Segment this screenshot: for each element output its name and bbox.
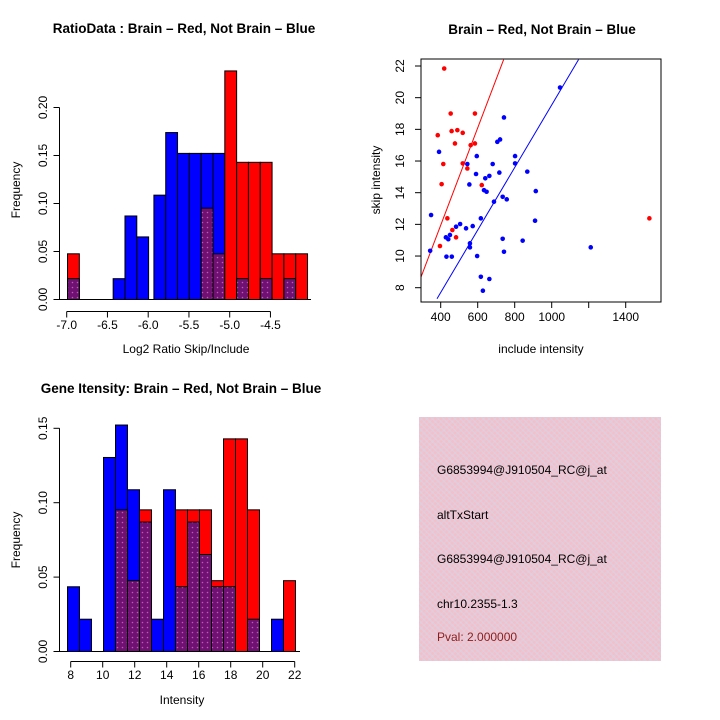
histogram-bar-blue — [80, 619, 92, 651]
x-tick-label: 20 — [256, 668, 270, 682]
histogram-bar-overlap — [201, 208, 213, 299]
x-tick-label: -6.5 — [97, 318, 118, 332]
data-point-blue — [520, 238, 525, 243]
panel-gene-histogram — [0, 360, 360, 720]
panel-info — [360, 360, 720, 720]
y-tick-label: 0.05 — [36, 565, 50, 589]
x-axis-label: include intensity — [498, 342, 584, 356]
data-point-blue — [446, 237, 451, 242]
histogram-bar-overlap — [213, 254, 225, 300]
data-point-blue — [513, 161, 518, 166]
fit-lines — [420, 60, 579, 299]
data-point-blue — [474, 172, 479, 177]
chart-title: RatioData : Brain – Red, Not Brain – Blue — [52, 21, 316, 36]
data-point-blue — [444, 254, 449, 259]
histogram-bar-red — [284, 581, 296, 652]
data-point-blue — [533, 189, 538, 194]
data-point-blue — [479, 274, 484, 279]
probe-id-line: G6853994@J910504_RC@j_at — [437, 463, 607, 477]
data-point-red — [448, 111, 453, 116]
histogram-bar-blue — [125, 216, 137, 300]
histogram-bar-blue — [104, 457, 116, 651]
histogram-bar-overlap — [248, 619, 260, 651]
histogram-bar-blue — [154, 195, 166, 299]
data-point-red — [445, 216, 450, 221]
data-point-blue — [454, 224, 459, 229]
histogram-bar-blue — [189, 153, 201, 299]
data-point-red — [454, 235, 459, 240]
histogram-bar-overlap — [212, 587, 224, 652]
y-tick-label: 0.10 — [36, 491, 50, 515]
data-point-blue — [513, 154, 518, 159]
data-point-blue — [504, 197, 509, 202]
data-point-blue — [487, 277, 492, 282]
panel-scatter-plot — [360, 0, 720, 360]
y-axis-label: Frequency — [9, 511, 23, 569]
data-point-blue — [428, 249, 433, 254]
x-tick-label: 22 — [288, 668, 302, 682]
y-tick-label: 18 — [393, 122, 407, 137]
histogram-bar-red — [236, 439, 248, 652]
chart-title: Brain – Red, Not Brain – Blue — [448, 22, 636, 37]
y-tick-label: 10 — [393, 249, 407, 263]
data-point-blue — [498, 137, 503, 142]
data-point-red — [473, 141, 478, 146]
data-point-blue — [502, 249, 507, 254]
data-point-blue — [474, 154, 479, 159]
histogram-bar-red — [272, 254, 284, 300]
y-tick-label: 0.05 — [36, 239, 50, 264]
data-point-blue — [483, 176, 488, 181]
x-tick-label: -5.0 — [219, 318, 241, 332]
x-tick-label: 8 — [67, 668, 75, 682]
x-tick-label: -7.0 — [56, 318, 78, 332]
data-point-red — [460, 161, 465, 166]
data-point-red — [455, 128, 460, 133]
locus-line: chr10.2355-1.3 — [437, 597, 518, 611]
chart-title: Gene Itensity: Brain – Red, Not Brain – Blue — [40, 381, 322, 396]
histogram-bar-overlap — [176, 587, 188, 652]
data-point-red — [647, 216, 652, 221]
data-point-blue — [525, 169, 530, 174]
data-point-blue — [497, 170, 502, 175]
data-point-red — [435, 133, 440, 138]
data-point-blue — [465, 162, 470, 167]
y-tick-label: 22 — [393, 59, 407, 73]
x-tick-label: 14 — [160, 668, 174, 682]
histogram-bar-overlap — [140, 522, 152, 651]
y-axis-label: Frequency — [9, 161, 23, 219]
x-tick-label: 800 — [504, 310, 525, 324]
x-tick-label: -4.5 — [260, 318, 281, 332]
histogram-bar-overlap — [128, 581, 140, 652]
data-point-blue — [467, 182, 472, 187]
y-tick-label: 0.15 — [36, 416, 50, 440]
histogram-bar-overlap — [284, 279, 296, 300]
histogram-bar-overlap — [188, 522, 200, 651]
histogram-bar-red — [296, 254, 308, 300]
histogram-bar-overlap — [237, 279, 249, 300]
data-point-blue — [588, 245, 593, 250]
y-tick-label: 16 — [393, 154, 407, 168]
histogram-bar-blue — [272, 619, 284, 651]
histogram-bar-blue — [152, 619, 164, 651]
y-tick-label: 0.10 — [36, 191, 50, 216]
histogram-bar-blue — [164, 490, 176, 652]
data-point-blue — [558, 85, 563, 90]
y-tick-label: 0.00 — [36, 287, 50, 312]
x-tick-label: 12 — [128, 668, 142, 682]
x-axis-label: Log2 Ratio Skip/Include — [122, 342, 250, 356]
pval-text: Pval: 2.000000 — [437, 630, 518, 644]
data-point-blue — [468, 241, 473, 246]
data-point-red — [449, 129, 454, 134]
data-point-blue — [479, 216, 484, 221]
data-point-red — [479, 183, 484, 188]
data-point-red — [450, 228, 455, 233]
data-point-red — [465, 166, 470, 171]
x-tick-label: 18 — [224, 668, 238, 682]
data-point-blue — [450, 254, 455, 259]
y-tick-label: 0.20 — [36, 95, 50, 120]
regression-line-red — [420, 60, 504, 280]
event-type-line: altTxStart — [437, 508, 489, 522]
y-tick-label: 20 — [393, 91, 407, 105]
y-axis-label: skip intensity — [369, 145, 383, 215]
data-point-blue — [502, 115, 507, 120]
histogram-bar-overlap — [260, 279, 272, 300]
data-point-red — [438, 244, 443, 249]
x-tick-label: 1400 — [612, 310, 640, 324]
y-tick-label: 12 — [393, 217, 407, 232]
histogram-bar-red — [248, 162, 260, 299]
y-tick-label: 8 — [393, 284, 407, 292]
data-point-red — [473, 111, 478, 116]
gene-info-box — [419, 417, 661, 661]
x-tick-label: 400 — [430, 310, 451, 324]
data-point-blue — [470, 224, 475, 229]
histogram-bar-overlap — [224, 587, 236, 652]
histogram-bar-blue — [113, 279, 125, 300]
data-point-blue — [481, 288, 486, 293]
x-tick-label: -6.0 — [137, 318, 159, 332]
data-point-blue — [484, 189, 489, 194]
data-point-red — [460, 131, 465, 136]
data-point-blue — [475, 254, 480, 259]
data-point-blue — [490, 162, 495, 167]
histogram-bar-blue — [166, 133, 178, 300]
data-point-blue — [437, 150, 442, 155]
data-point-red — [453, 141, 458, 146]
histogram-bar-blue — [178, 153, 190, 299]
data-point-blue — [458, 222, 463, 227]
x-axis-label: Intensity — [159, 693, 205, 707]
data-point-blue — [487, 174, 492, 179]
data-point-blue — [429, 213, 434, 218]
y-tick-label: 0.15 — [36, 143, 50, 168]
histogram-bar-blue — [137, 237, 149, 300]
panel-ratio-histogram — [0, 0, 360, 360]
data-point-blue — [500, 236, 505, 241]
data-point-blue — [464, 226, 469, 231]
data-point-red — [439, 182, 444, 187]
data-point-blue — [448, 233, 453, 238]
probe-id-line: G6853994@J910504_RC@j_at — [437, 552, 607, 566]
x-tick-label: 10 — [96, 668, 110, 682]
data-point-blue — [500, 195, 505, 200]
histogram-bar-overlap — [116, 510, 128, 652]
y-tick-label: 0.00 — [36, 639, 50, 664]
x-tick-label: 600 — [467, 310, 488, 324]
data-point-red — [468, 143, 473, 148]
data-point-blue — [468, 245, 473, 250]
x-tick-label: -5.5 — [178, 318, 200, 332]
histogram-bar-red — [225, 71, 237, 300]
data-point-blue — [533, 218, 538, 223]
data-point-blue — [492, 199, 497, 204]
histogram-bar-blue — [68, 587, 80, 652]
y-tick-label: 14 — [393, 186, 407, 200]
x-tick-label: 16 — [192, 668, 206, 682]
x-tick-label: 1000 — [538, 310, 566, 324]
data-point-red — [441, 162, 446, 167]
histogram-bar-overlap — [200, 554, 212, 651]
histogram-bar-overlap — [68, 279, 80, 300]
data-point-red — [442, 66, 447, 71]
